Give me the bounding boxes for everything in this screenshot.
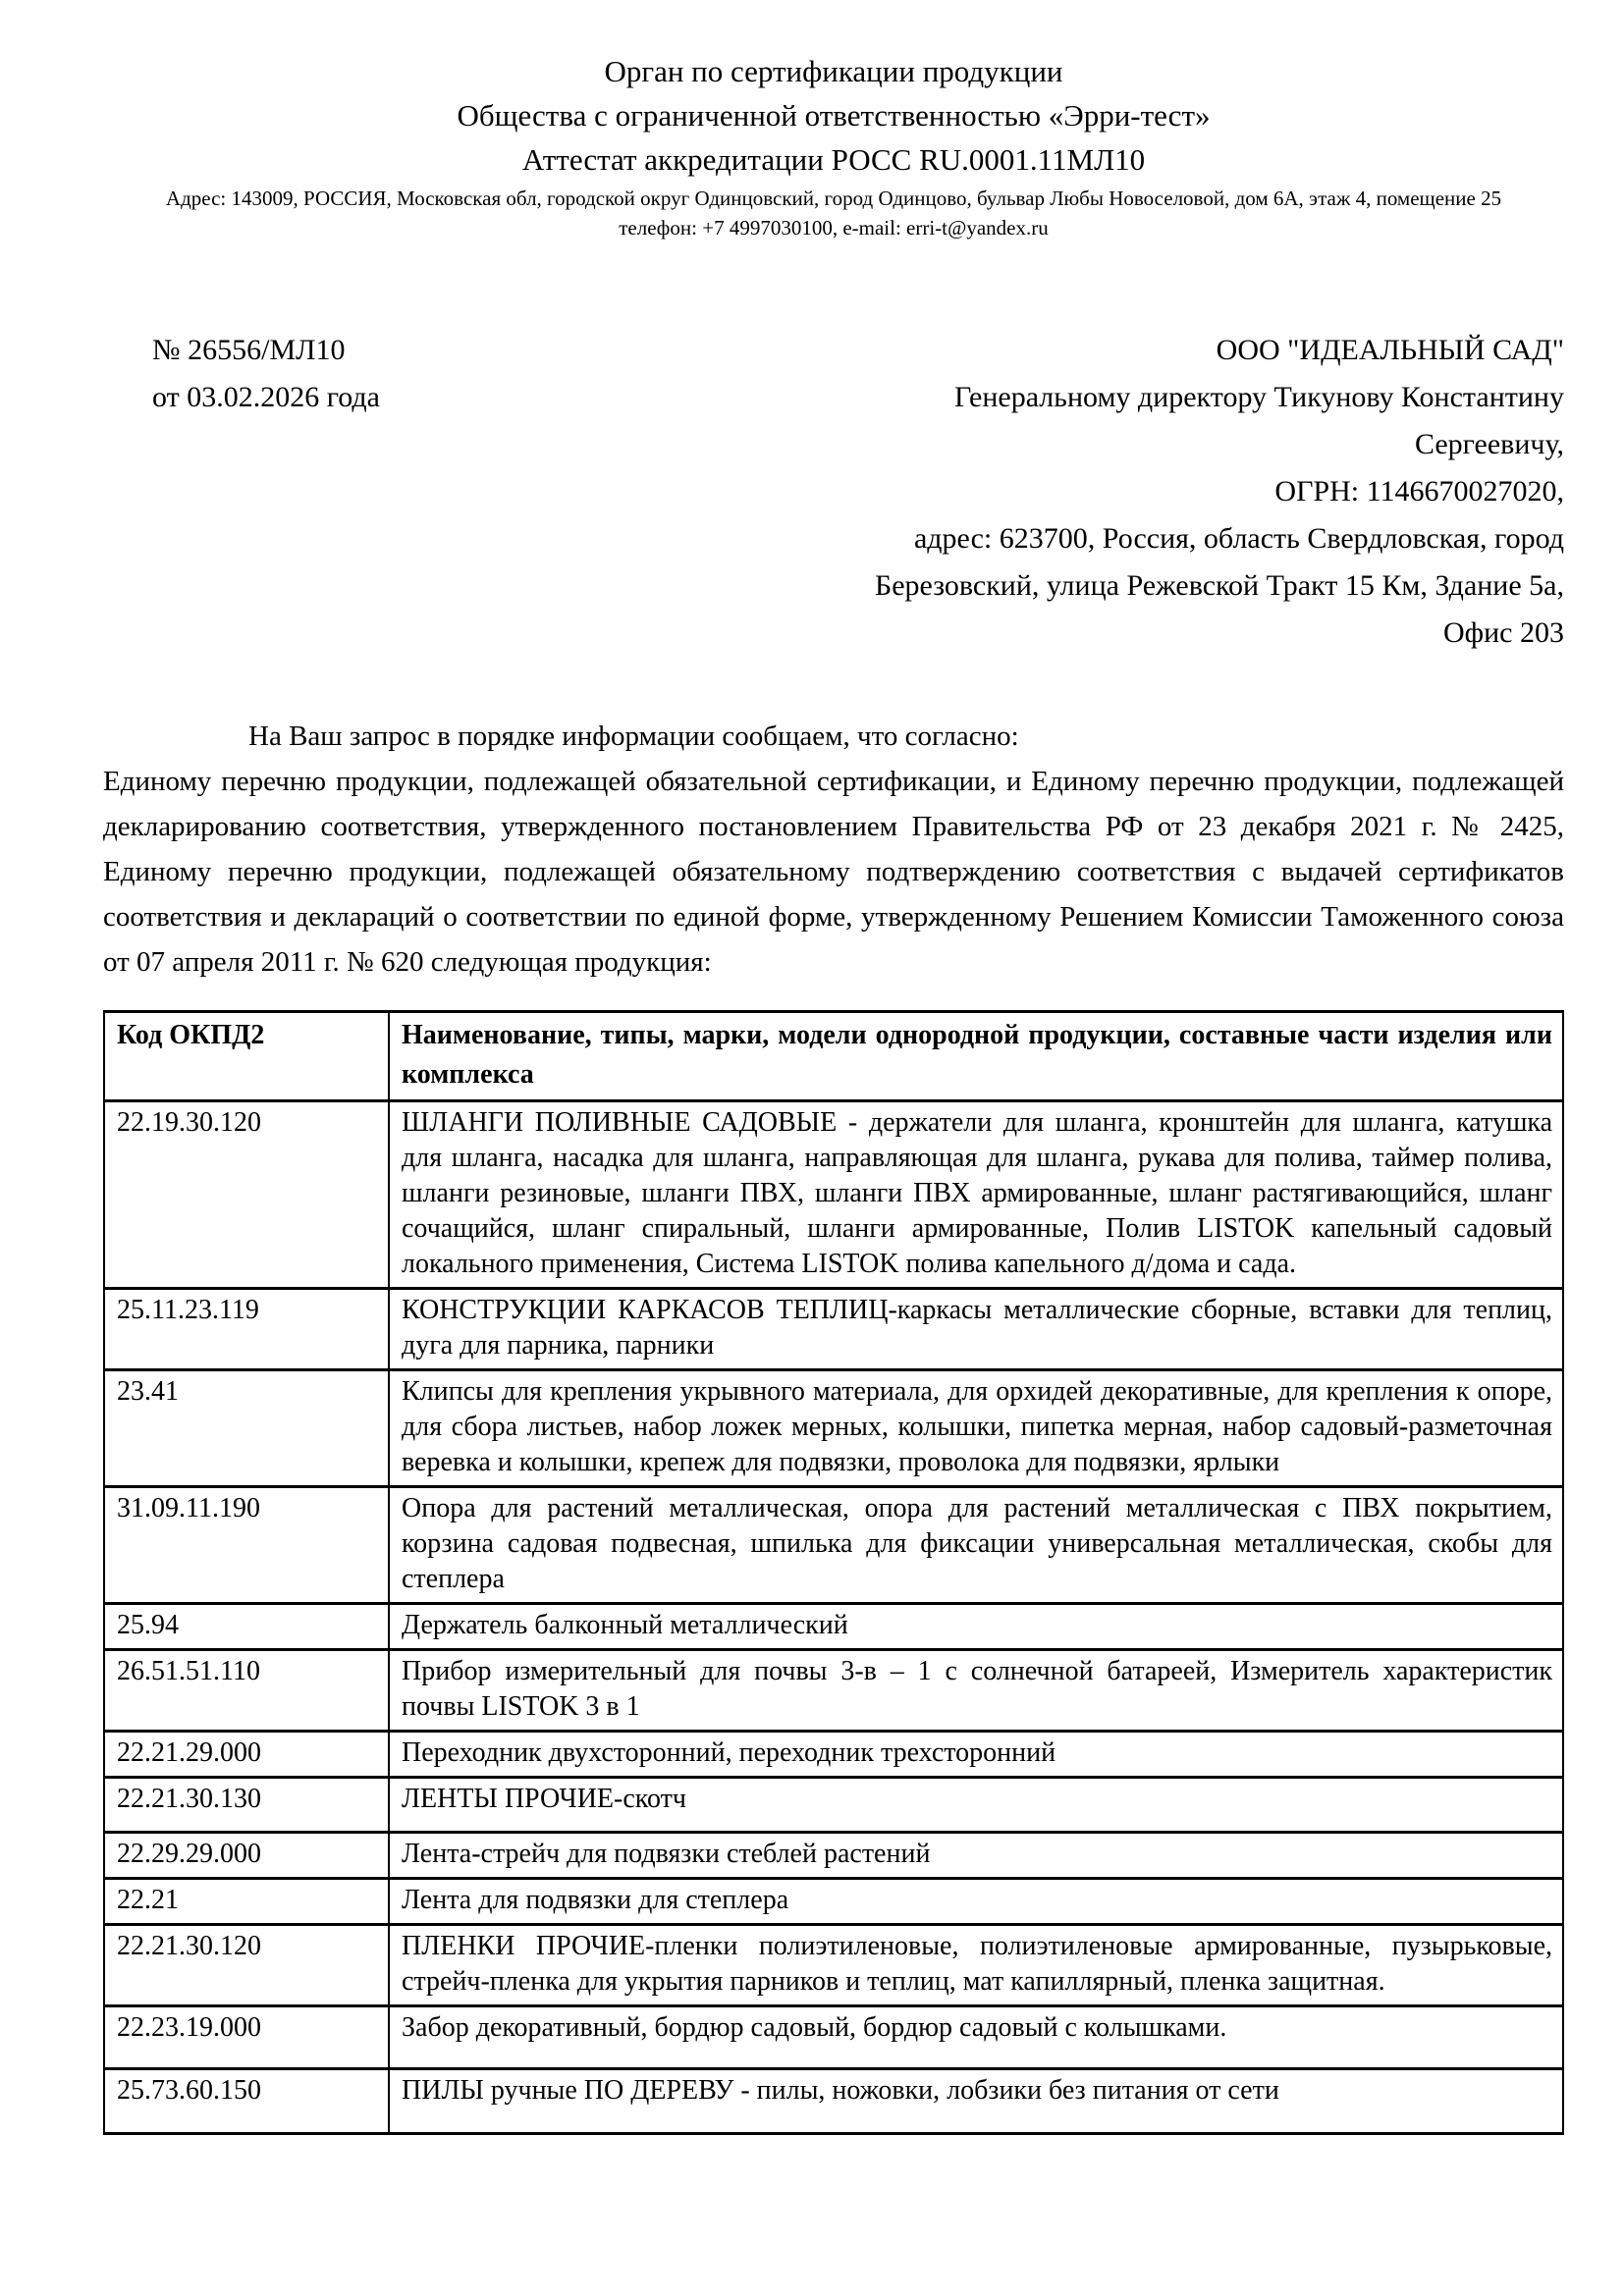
code-cell: 22.21 xyxy=(104,1879,389,1925)
table-header-name: Наименование, типы, марки, модели однородной продукции, составные части изделия или комплекса xyxy=(389,1012,1563,1101)
body-paragraph: Единому перечню продукции, подлежащей обязательной сертификации, и Единому перечню продукции, подлежащей декларированию соответствия, утвержденного постановлением Правительства РФ от 23 декабря 2021 г. № 2425, Единому перечню продукции, подлежащей обязательному подтверждению соответствия с выдачей сертификатов соответствия и деклараций о соответствии по единой форме, утвержденному Решением Комиссии Таможенного союза от 07 апреля 2011 г. № 620 следующая продукция: xyxy=(103,766,1564,978)
table-row xyxy=(104,2069,1563,2134)
reference-recipient-row xyxy=(103,327,1564,657)
table-row xyxy=(104,1487,1563,1604)
table-row xyxy=(104,1925,1563,2006)
code-cell: 25.11.23.119 xyxy=(104,1289,389,1370)
code-cell: 22.19.30.120 xyxy=(104,1101,389,1289)
description-cell: ЛЕНТЫ ПРОЧИЕ-скотч xyxy=(389,1778,1563,1833)
description-cell: ПИЛЫ ручные ПО ДЕРЕВУ - пилы, ножовки, лобзики без питания от сети xyxy=(389,2069,1563,2134)
table-header-row xyxy=(104,1012,1563,1101)
recipient-line: ООО "ИДЕАЛЬНЫЙ САД" xyxy=(1216,334,1564,366)
code-cell: 26.51.51.110 xyxy=(104,1650,389,1732)
description-cell: Держатель балконный металлический xyxy=(389,1604,1563,1650)
recipient-line: Березовский, улица Режевской Тракт 15 Км, Здание 5а, xyxy=(874,569,1564,602)
reference-number: № 26556/МЛ10 xyxy=(152,334,346,366)
products-table-head xyxy=(104,1012,1563,1101)
org-title-line-3: Аттестат аккредитации РОСС RU.0001.11МЛ10 xyxy=(521,142,1146,177)
code-cell: 31.09.11.190 xyxy=(104,1487,389,1604)
code-cell: 22.21.30.120 xyxy=(104,1925,389,2006)
description-cell: ПЛЕНКИ ПРОЧИЕ-пленки полиэтиленовые, полиэтиленовые армированные, пузырьковые, стрейч-пленка для укрытия парников и теплиц, мат капиллярный, пленка защитная. xyxy=(389,1925,1563,2006)
org-address: Адрес: 143009, РОССИЯ, Московская обл, городской округ Одинцовский, город Одинцово, бульвар Любы Новоселовой, дом 6А, этаж 4, помещение 25 xyxy=(165,187,1502,210)
table-row xyxy=(104,1778,1563,1833)
description-cell: Лента для подвязки для степлера xyxy=(389,1879,1563,1925)
code-cell: 25.73.60.150 xyxy=(104,2069,389,2134)
code-cell: 22.21.30.130 xyxy=(104,1778,389,1833)
org-title-line-2: Общества с ограниченной ответственностью «Эрри-тест» xyxy=(457,98,1211,133)
table-header-code: Код ОКПД2 xyxy=(104,1012,389,1101)
org-title-line-1: Орган по сертификации продукции xyxy=(604,54,1063,88)
recipient-line: ОГРН: 1146670027020, xyxy=(1274,475,1564,507)
description-cell: Прибор измерительный для почвы 3-в – 1 с солнечной батареей, Измеритель характеристик почвы LISTOK 3 в 1 xyxy=(389,1650,1563,1732)
org-contact: телефон: +7 4997030100, e-mail: erri-t@yandex.ru xyxy=(619,216,1049,240)
table-row xyxy=(104,1732,1563,1778)
description-cell: Лента-стрейч для подвязки стеблей растений xyxy=(389,1833,1563,1879)
products-table xyxy=(103,1010,1564,2135)
code-cell: 23.41 xyxy=(104,1370,389,1487)
description-cell: ШЛАНГИ ПОЛИВНЫЕ САДОВЫЕ - держатели для шланга, кронштейн для шланга, катушка для шланга, насадка для шланга, направляющая для шланга, рукава для полива, таймер полива, шланги резиновые, шланги ПВХ, шланги ПВХ армированные, шланг растягивающийся, шланг сочащийся, шланг спиральный, шланги армированные, Полив LISTOK капельный садовый локального применения, Система LISTOK полива капельного д/дома и сада. xyxy=(389,1101,1563,1289)
table-row xyxy=(104,1650,1563,1732)
table-row xyxy=(104,1833,1563,1879)
recipient-block xyxy=(676,327,1564,657)
table-row xyxy=(104,1101,1563,1289)
code-cell: 22.23.19.000 xyxy=(104,2006,389,2069)
code-cell: 25.94 xyxy=(104,1604,389,1650)
table-row xyxy=(104,1370,1563,1487)
table-row xyxy=(104,1289,1563,1370)
description-cell: Опора для растений металлическая, опора для растений металлическая с ПВХ покрытием, корзина садовая подвесная, шпилька для фиксации универсальная металлическая, скобы для степлера xyxy=(389,1487,1563,1604)
products-table-body xyxy=(104,1101,1563,2134)
description-cell: Клипсы для крепления укрывного материала, для орхидей декоративные, для крепления к опоре, для сбора листьев, набор ложек мерных, колышки, пипетка мерная, набор садовый-разметочная веревка и колышки, крепеж для подвязки, проволока для подвязки, ярлыки xyxy=(389,1370,1563,1487)
table-row xyxy=(104,1604,1563,1650)
table-row xyxy=(104,2006,1563,2069)
table-row xyxy=(104,1879,1563,1925)
recipient-line: Сергеевичу, xyxy=(1414,428,1564,460)
reference-date: от 03.02.2026 года xyxy=(152,381,380,413)
reference-block xyxy=(103,327,380,657)
code-cell: 22.21.29.000 xyxy=(104,1732,389,1778)
recipient-line: адрес: 623700, Россия, область Свердловская, город xyxy=(913,522,1564,555)
intro-paragraph: На Ваш запрос в порядке информации сообщаем, что согласно: xyxy=(248,721,1019,752)
description-cell: Забор декоративный, бордюр садовый, бордюр садовый с колышками. xyxy=(389,2006,1563,2069)
letterhead xyxy=(103,49,1564,242)
description-cell: КОНСТРУКЦИИ КАРКАСОВ ТЕПЛИЦ-каркасы металлические сборные, вставки для теплиц, дуга для парника, парники xyxy=(389,1289,1563,1370)
code-cell: 22.29.29.000 xyxy=(104,1833,389,1879)
description-cell: Переходник двухсторонний, переходник трехсторонний xyxy=(389,1732,1563,1778)
recipient-line: Офис 203 xyxy=(1443,616,1564,649)
recipient-line: Генеральному директору Тикунову Константину xyxy=(953,381,1564,413)
